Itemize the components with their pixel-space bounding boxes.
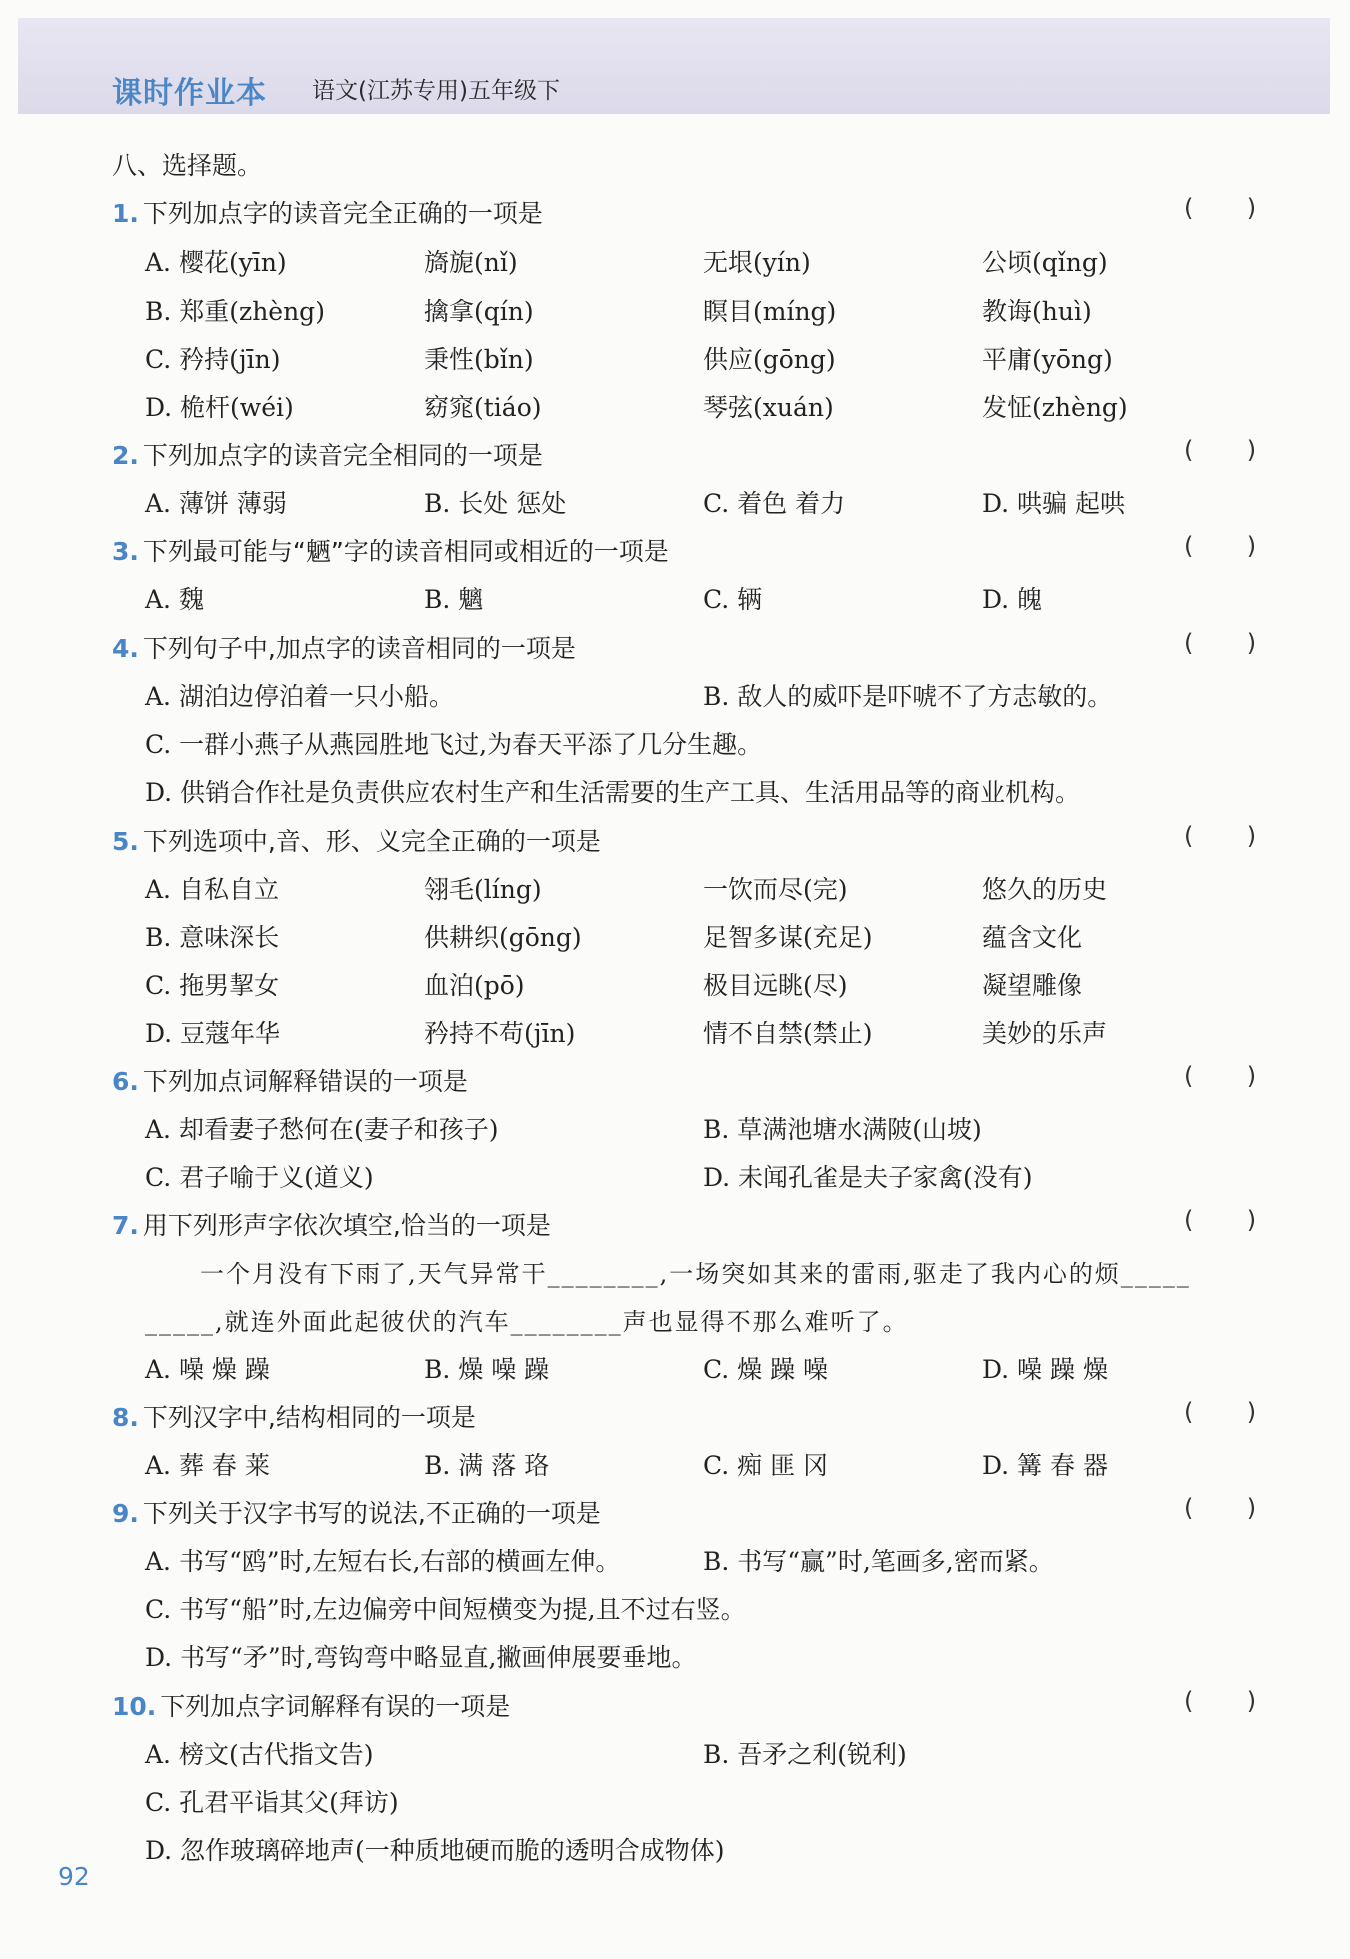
option-item: C. 书写“船”时,左边偏旁中间短横变为提,且不过右竖。: [145, 1595, 746, 1624]
option-row: [0, 1590, 1350, 1630]
answer-bracket[interactable]: ( ): [1184, 629, 1257, 657]
option-item: D. 噪 躁 燥: [982, 1355, 1108, 1384]
answer-bracket[interactable]: ( ): [1184, 194, 1257, 222]
option-item: 蕴含文化: [982, 923, 1083, 952]
answer-bracket[interactable]: ( ): [1184, 532, 1257, 560]
option-row: [0, 292, 1350, 332]
option-item: A. 榜文(古代指文告): [145, 1740, 374, 1769]
option-item: 琴弦(xuán): [703, 393, 834, 422]
option-item: 公顷(qǐng): [982, 248, 1108, 277]
option-row: [0, 725, 1350, 765]
option-item: A. 噪 燥 躁: [145, 1355, 270, 1384]
option-item: B. 敌人的威吓是吓唬不了方志敏的。: [703, 682, 1113, 711]
option-item: 情不自禁(禁止): [703, 1019, 873, 1048]
option-item: A. 葬 春 莱: [145, 1451, 270, 1480]
answer-bracket[interactable]: ( ): [1184, 1206, 1257, 1234]
fill-in-paragraph-line: 一个月没有下雨了,天气异常干________,一场突如其来的雷雨,驱走了我内心的烦_____: [200, 1260, 1191, 1288]
option-item: C. 君子喻于义(道义): [145, 1163, 374, 1192]
question-stem: [112, 1062, 468, 1098]
option-item: 教诲(huì): [982, 297, 1092, 326]
question-stem: [112, 1206, 551, 1242]
question-stem: [112, 436, 543, 472]
option-item: D. 忽作玻璃碎地声(一种质地硬而脆的透明合成物体): [145, 1836, 725, 1865]
option-item: A. 书写“鸥”时,左短右长,右部的横画左伸。: [145, 1547, 621, 1576]
option-row: [0, 1158, 1350, 1198]
option-item: 发怔(zhèng): [982, 393, 1128, 422]
question-stem: [112, 1398, 476, 1434]
option-item: 旖旎(nǐ): [424, 248, 518, 277]
question-number: 2.: [112, 441, 139, 470]
option-item: D. 魄: [982, 585, 1043, 614]
option-item: D. 豆蔻年华: [145, 1019, 281, 1048]
option-item: B. 魑: [424, 585, 484, 614]
option-row: [0, 677, 1350, 717]
question-text: 下列加点字的读音完全正确的一项是: [142, 199, 543, 228]
option-item: B. 吾矛之利(锐利): [703, 1740, 907, 1769]
option-item: 凝望雕像: [982, 971, 1083, 1000]
option-item: 一饮而尽(完): [703, 875, 848, 904]
option-item: D. 哄骗 起哄: [982, 489, 1125, 518]
answer-bracket[interactable]: ( ): [1184, 1687, 1257, 1715]
option-item: A. 自私自立: [145, 875, 279, 904]
option-row: [0, 484, 1350, 524]
option-item: A. 魏: [145, 585, 204, 614]
option-item: 秉性(bǐn): [424, 345, 534, 374]
question-stem: [112, 1687, 510, 1723]
option-item: B. 郑重(zhèng): [145, 297, 325, 326]
option-item: 悠久的历史: [982, 875, 1108, 904]
option-item: A. 薄饼 薄弱: [145, 489, 287, 518]
question-number: 5.: [112, 827, 139, 856]
option-row: [0, 966, 1350, 1006]
header-title: 课时作业本: [112, 76, 267, 111]
question-number: 6.: [112, 1067, 139, 1096]
option-item: B. 草满池塘水满陂(山坡): [703, 1115, 982, 1144]
option-item: B. 长处 惩处: [424, 489, 567, 518]
option-row: [0, 918, 1350, 958]
option-row: [0, 1542, 1350, 1582]
answer-bracket[interactable]: ( ): [1184, 822, 1257, 850]
question-text: 下列加点字词解释有误的一项是: [160, 1692, 511, 1721]
option-item: 无垠(yín): [703, 248, 811, 277]
option-row: [0, 1446, 1350, 1486]
option-item: C. 一群小燕子从燕园胜地飞过,为春天平添了几分生趣。: [145, 730, 763, 759]
answer-bracket[interactable]: ( ): [1184, 1398, 1257, 1426]
option-row: [0, 580, 1350, 620]
question-number: 8.: [112, 1403, 139, 1432]
option-item: B. 满 落 珞: [424, 1451, 550, 1480]
question-text: 下列最可能与“魉”字的读音相同或相近的一项是: [142, 537, 669, 566]
option-item: C. 辆: [703, 585, 763, 614]
option-item: C. 矜持(jīn): [145, 345, 281, 374]
option-item: 窈窕(tiáo): [424, 393, 542, 422]
answer-bracket[interactable]: ( ): [1184, 436, 1257, 464]
question-number: 9.: [112, 1499, 139, 1528]
question-text: 下列加点字的读音完全相同的一项是: [142, 441, 543, 470]
option-row: [0, 1110, 1350, 1150]
option-item: B. 意味深长: [145, 923, 280, 952]
option-item: 瞑目(míng): [703, 297, 837, 326]
option-row: [0, 1831, 1350, 1871]
option-item: C. 痴 匪 冈: [703, 1451, 829, 1480]
option-item: D. 书写“矛”时,弯钩弯中略显直,撇画伸展要垂地。: [145, 1643, 697, 1672]
option-row: [0, 1350, 1350, 1390]
option-item: A. 却看妻子愁何在(妻子和孩子): [145, 1115, 499, 1144]
option-row: [0, 243, 1350, 283]
option-item: 供应(gōng): [703, 345, 836, 374]
option-item: 矜持不苟(jīn): [424, 1019, 576, 1048]
option-item: A. 樱花(yīn): [145, 248, 287, 277]
answer-bracket[interactable]: ( ): [1184, 1494, 1257, 1522]
option-item: D. 未闻孔雀是夫子家禽(没有): [703, 1163, 1033, 1192]
option-item: 翎毛(líng): [424, 875, 542, 904]
header-subtitle: 语文(江苏专用)五年级下: [312, 78, 560, 104]
question-text: 下列汉字中,结构相同的一项是: [142, 1403, 476, 1432]
question-stem: [112, 629, 576, 665]
question-stem: [112, 532, 669, 568]
option-row: [0, 1638, 1350, 1678]
option-item: C. 孔君平诣其父(拜访): [145, 1788, 399, 1817]
option-item: 平庸(yōng): [982, 345, 1113, 374]
section-heading: 八、选择题。: [112, 151, 263, 180]
question-number: 10.: [112, 1692, 157, 1721]
option-item: C. 燥 躁 噪: [703, 1355, 829, 1384]
option-item: B. 燥 噪 躁: [424, 1355, 550, 1384]
option-row: [0, 1014, 1350, 1054]
question-text: 下列关于汉字书写的说法,不正确的一项是: [142, 1499, 601, 1528]
question-text: 用下列形声字依次填空,恰当的一项是: [142, 1211, 551, 1240]
fill-in-paragraph-line: _____,就连外面此起彼伏的汽车________声也显得不那么难听了。: [145, 1308, 909, 1336]
option-item: D. 桅杆(wéi): [145, 393, 294, 422]
question-stem: [112, 822, 601, 858]
option-item: 极目远眺(尽): [703, 971, 848, 1000]
question-stem: [112, 194, 543, 230]
option-row: [0, 1783, 1350, 1823]
option-row: [0, 340, 1350, 380]
option-item: C. 拖男挈女: [145, 971, 280, 1000]
question-number: 1.: [112, 199, 139, 228]
option-row: [0, 773, 1350, 813]
option-row: [0, 1735, 1350, 1775]
option-item: B. 书写“赢”时,笔画多,密而紧。: [703, 1547, 1054, 1576]
question-number: 4.: [112, 634, 139, 663]
question-number: 7.: [112, 1211, 139, 1240]
option-item: D. 篝 春 器: [982, 1451, 1108, 1480]
page-number: 92: [58, 1862, 90, 1891]
question-text: 下列加点词解释错误的一项是: [142, 1067, 468, 1096]
option-item: 足智多谋(充足): [703, 923, 873, 952]
option-item: 供耕织(gōng): [424, 923, 582, 952]
question-number: 3.: [112, 537, 139, 566]
option-item: A. 湖泊边停泊着一只小船。: [145, 682, 454, 711]
answer-bracket[interactable]: ( ): [1184, 1062, 1257, 1090]
option-row: [0, 870, 1350, 910]
option-item: 血泊(pō): [424, 971, 525, 1000]
option-item: 擒拿(qín): [424, 297, 534, 326]
option-item: D. 供销合作社是负责供应农村生产和生活需要的生产工具、生活用品等的商业机构。: [145, 778, 1081, 807]
question-text: 下列选项中,音、形、义完全正确的一项是: [142, 827, 601, 856]
question-text: 下列句子中,加点字的读音相同的一项是: [142, 634, 576, 663]
option-item: C. 着色 着力: [703, 489, 846, 518]
option-row: [0, 388, 1350, 428]
option-item: 美妙的乐声: [982, 1019, 1108, 1048]
question-stem: [112, 1494, 601, 1530]
